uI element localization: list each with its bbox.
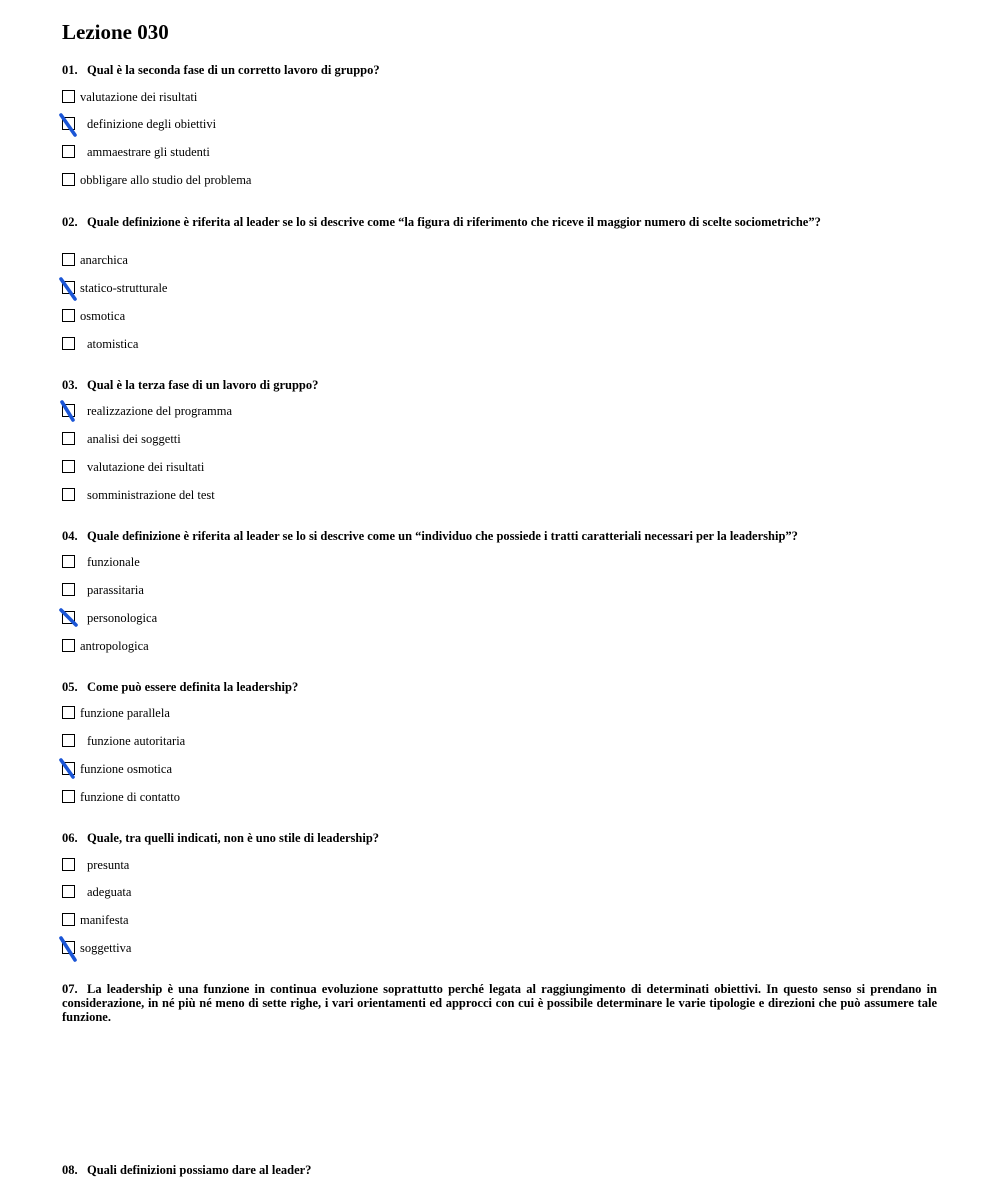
checkbox[interactable] [62,885,75,898]
question-text: Quale definizione è riferita al leader se lo si descrive come “la figura di riferimento che riceve il maggior numero di scelte sociometriche”? [87,215,821,229]
option-label: ammaestrare gli studenti [87,145,210,159]
option-label: adeguata [87,885,132,899]
question-05 [62,680,298,694]
question-number: 01. [62,63,78,77]
checkbox[interactable] [62,734,75,747]
checkbox[interactable] [62,555,75,568]
question-number: 07. [62,982,78,996]
option-label: funzionale [87,555,140,569]
option-label: analisi dei soggetti [87,432,181,446]
question-text: Come può essere definita la leadership? [87,680,299,694]
checkbox[interactable] [62,913,75,926]
checkbox[interactable] [62,488,75,501]
question-03 [62,378,318,392]
option-label: valutazione dei risultati [87,460,205,474]
checkmark-icon [58,398,82,424]
question-text: La leadership è una funzione in continua evoluzione soprattutto perché legata al raggiungimento di determinati obiettivi. In questo senso si prendano in considerazione, in né più né meno di sette righe, i vari orientamenti ed approcci con cui è possibile determinare le varie tipologie e direzioni che può assumere tale funzione. [62,982,937,1024]
checkbox[interactable] [62,583,75,596]
option-label: anarchica [80,253,128,267]
option-label: personologica [87,611,158,625]
question-08 [62,1163,311,1177]
option-label: funzione parallela [80,706,170,720]
option-label: soggettiva [80,941,132,955]
checkbox[interactable] [62,639,75,652]
option-label: statico-strutturale [80,281,168,295]
checkmark-icon [58,756,82,782]
checkbox[interactable] [62,90,75,103]
checkbox[interactable] [62,253,75,266]
option-label: antropologica [80,639,149,653]
question-number: 08. [62,1163,78,1177]
checkbox[interactable] [62,706,75,719]
option-label: manifesta [80,913,129,927]
question-text: Quale definizione è riferita al leader se lo si descrive come un “individuo che possiede i tratti caratteriali necessari per la leadership”? [87,529,798,543]
question-number: 03. [62,378,78,392]
checkmark-icon [58,275,82,301]
checkbox[interactable] [62,790,75,803]
question-06 [62,831,379,845]
checkbox[interactable] [62,460,75,473]
option-label: funzione autoritaria [87,734,186,748]
question-text: Quali definizioni possiamo dare al leader? [87,1163,312,1177]
option-label: presunta [87,858,130,872]
option-label: somministrazione del test [87,488,215,502]
question-01 [62,63,380,77]
option-label: funzione osmotica [80,762,172,776]
checkmark-icon [58,935,82,961]
question-text: Quale, tra quelli indicati, non è uno stile di leadership? [87,831,380,845]
checkbox[interactable] [62,173,75,186]
option-label: parassitaria [87,583,144,597]
checkmark-icon [58,605,82,631]
checkbox[interactable] [62,858,75,871]
question-number: 06. [62,831,78,845]
question-07 [62,982,937,1024]
page-title: Lezione 030 [62,20,169,44]
option-label: funzione di contatto [80,790,180,804]
checkbox[interactable] [62,337,75,350]
option-label: valutazione dei risultati [80,90,198,104]
checkbox[interactable] [62,432,75,445]
question-04 [62,529,798,543]
checkmark-icon [58,111,82,137]
checkbox[interactable] [62,145,75,158]
question-02 [62,215,821,229]
option-label: osmotica [80,309,126,323]
option-label: realizzazione del programma [87,404,233,418]
option-label: obbligare allo studio del problema [80,173,252,187]
question-number: 05. [62,680,78,694]
question-text: Qual è la terza fase di un lavoro di gruppo? [87,378,319,392]
question-text: Qual è la seconda fase di un corretto lavoro di gruppo? [87,63,380,77]
question-number: 04. [62,529,78,543]
option-label: atomistica [87,337,139,351]
checkbox[interactable] [62,309,75,322]
option-label: definizione degli obiettivi [87,117,217,131]
question-number: 02. [62,215,78,229]
